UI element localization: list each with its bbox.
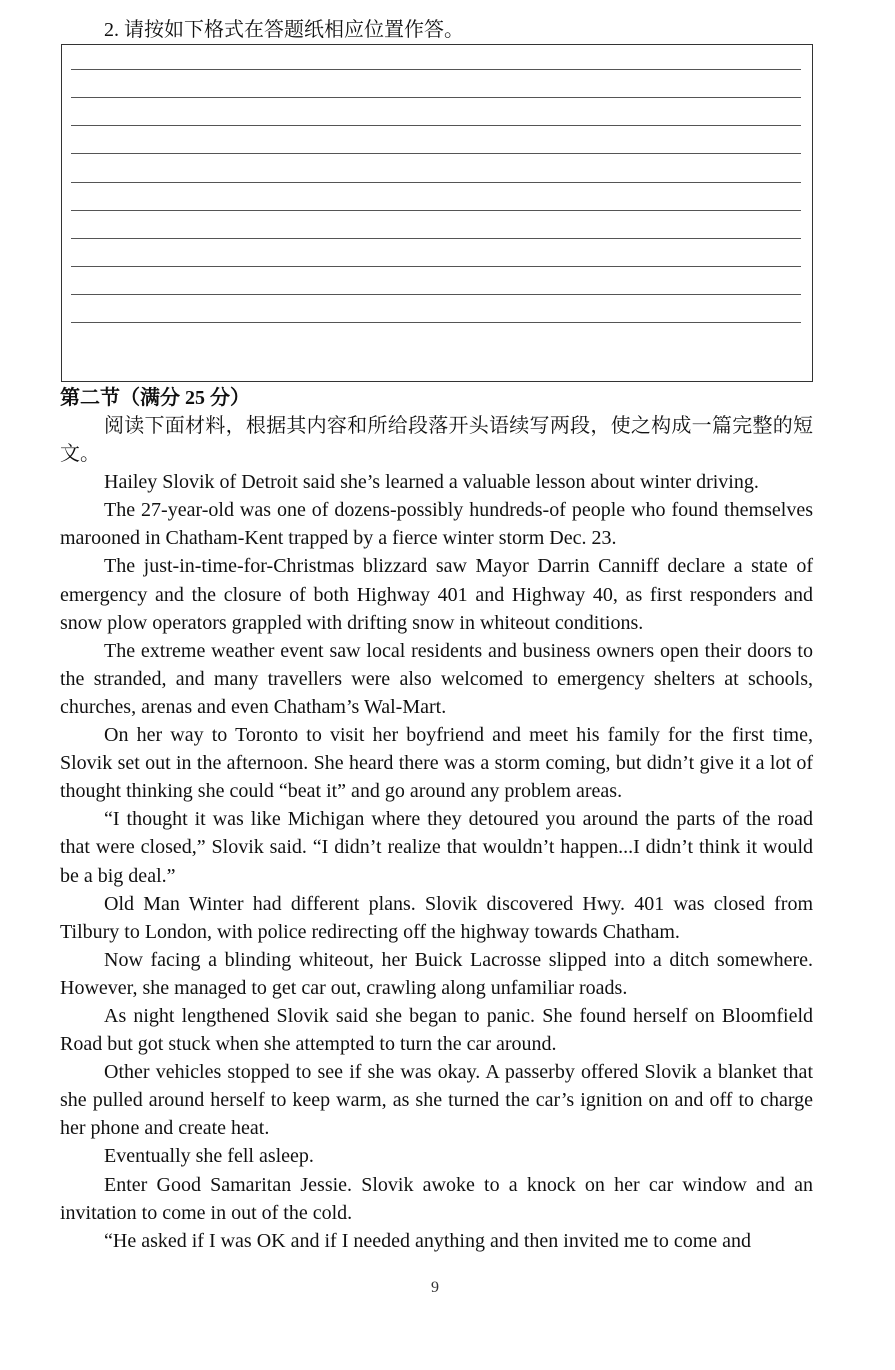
passage-paragraph: On her way to Toronto to visit her boyfriend and meet his family for the first time, Slovik set out in the afternoon. She heard there was a storm coming, but didn’t give it a lot of thought thinking she could “beat it” and go around any problem areas. <box>60 724 813 803</box>
passage-paragraph: “He asked if I was OK and if I needed anything and then invited me to come and <box>104 1229 752 1252</box>
answer-box <box>61 44 813 382</box>
passage-paragraph: “I thought it was like Michigan where they detoured you around the parts of the road that were closed,” Slovik said. “I didn’t realize that wouldn’t happen...I didn’t think it would be a big deal.” <box>60 808 813 887</box>
passage-paragraph: Enter Good Samaritan Jessie. Slovik awoke to a knock on her car window and an invitation to come in out of the cold. <box>60 1173 813 1224</box>
answer-line <box>71 210 801 211</box>
answer-line <box>71 294 801 295</box>
answer-line <box>71 153 801 154</box>
answer-line <box>71 182 801 183</box>
answer-line <box>71 125 801 126</box>
answer-line <box>71 97 801 98</box>
page-number: 9 <box>431 1279 439 1296</box>
answer-instruction: 2. 请按如下格式在答题纸相应位置作答。 <box>104 19 464 41</box>
passage-paragraph: Now facing a blinding whiteout, her Buick Lacrosse slipped into a ditch somewhere. However, she managed to get car out, crawling along unfamiliar roads. <box>60 948 813 999</box>
passage-paragraph: Old Man Winter had different plans. Slovik discovered Hwy. 401 was closed from Tilbury to London, with police redirecting off the highway towards Chatham. <box>60 892 813 943</box>
answer-line <box>71 322 801 323</box>
passage-paragraph: Eventually she fell asleep. <box>104 1145 314 1168</box>
passage-paragraph: As night lengthened Slovik said she began to panic. She found herself on Bloomfield Road but got stuck when she attempted to turn the car around. <box>60 1004 813 1056</box>
task-directions: 阅读下面材料，根据其内容和所给段落开头语续写两段，使之构成一篇完整的短文。 <box>60 415 813 466</box>
answer-line <box>71 69 801 70</box>
section-title: 第二节（满分 25 分） <box>60 387 250 409</box>
passage-paragraph: The extreme weather event saw local residents and business owners open their doors to the stranded, and many travellers were also welcomed to emergency shelters at schools, churches, arenas and even Chatham’s Wal-Mart. <box>60 639 813 718</box>
passage-paragraph: Hailey Slovik of Detroit said she’s learned a valuable lesson about winter driving. <box>104 471 759 494</box>
passage-paragraph: Other vehicles stopped to see if she was okay. A passerby offered Slovik a blanket that she pulled around herself to keep warm, as she turned the car’s ignition on and off to charge her phone and create heat. <box>60 1061 813 1140</box>
answer-line <box>71 238 801 239</box>
passage-paragraph: The 27-year-old was one of dozens-possibly hundreds-of people who found themselves marooned in Chatham-Kent trapped by a fierce winter storm Dec. 23. <box>60 499 813 550</box>
reading-passage <box>60 412 813 1255</box>
answer-line <box>71 266 801 267</box>
passage-paragraph: The just-in-time-for-Christmas blizzard saw Mayor Darrin Canniff declare a state of emergency and the closure of both Highway 401 and Highway 40, as first responders and snow plow operators grappled with drifting snow in whiteout conditions. <box>60 555 813 634</box>
